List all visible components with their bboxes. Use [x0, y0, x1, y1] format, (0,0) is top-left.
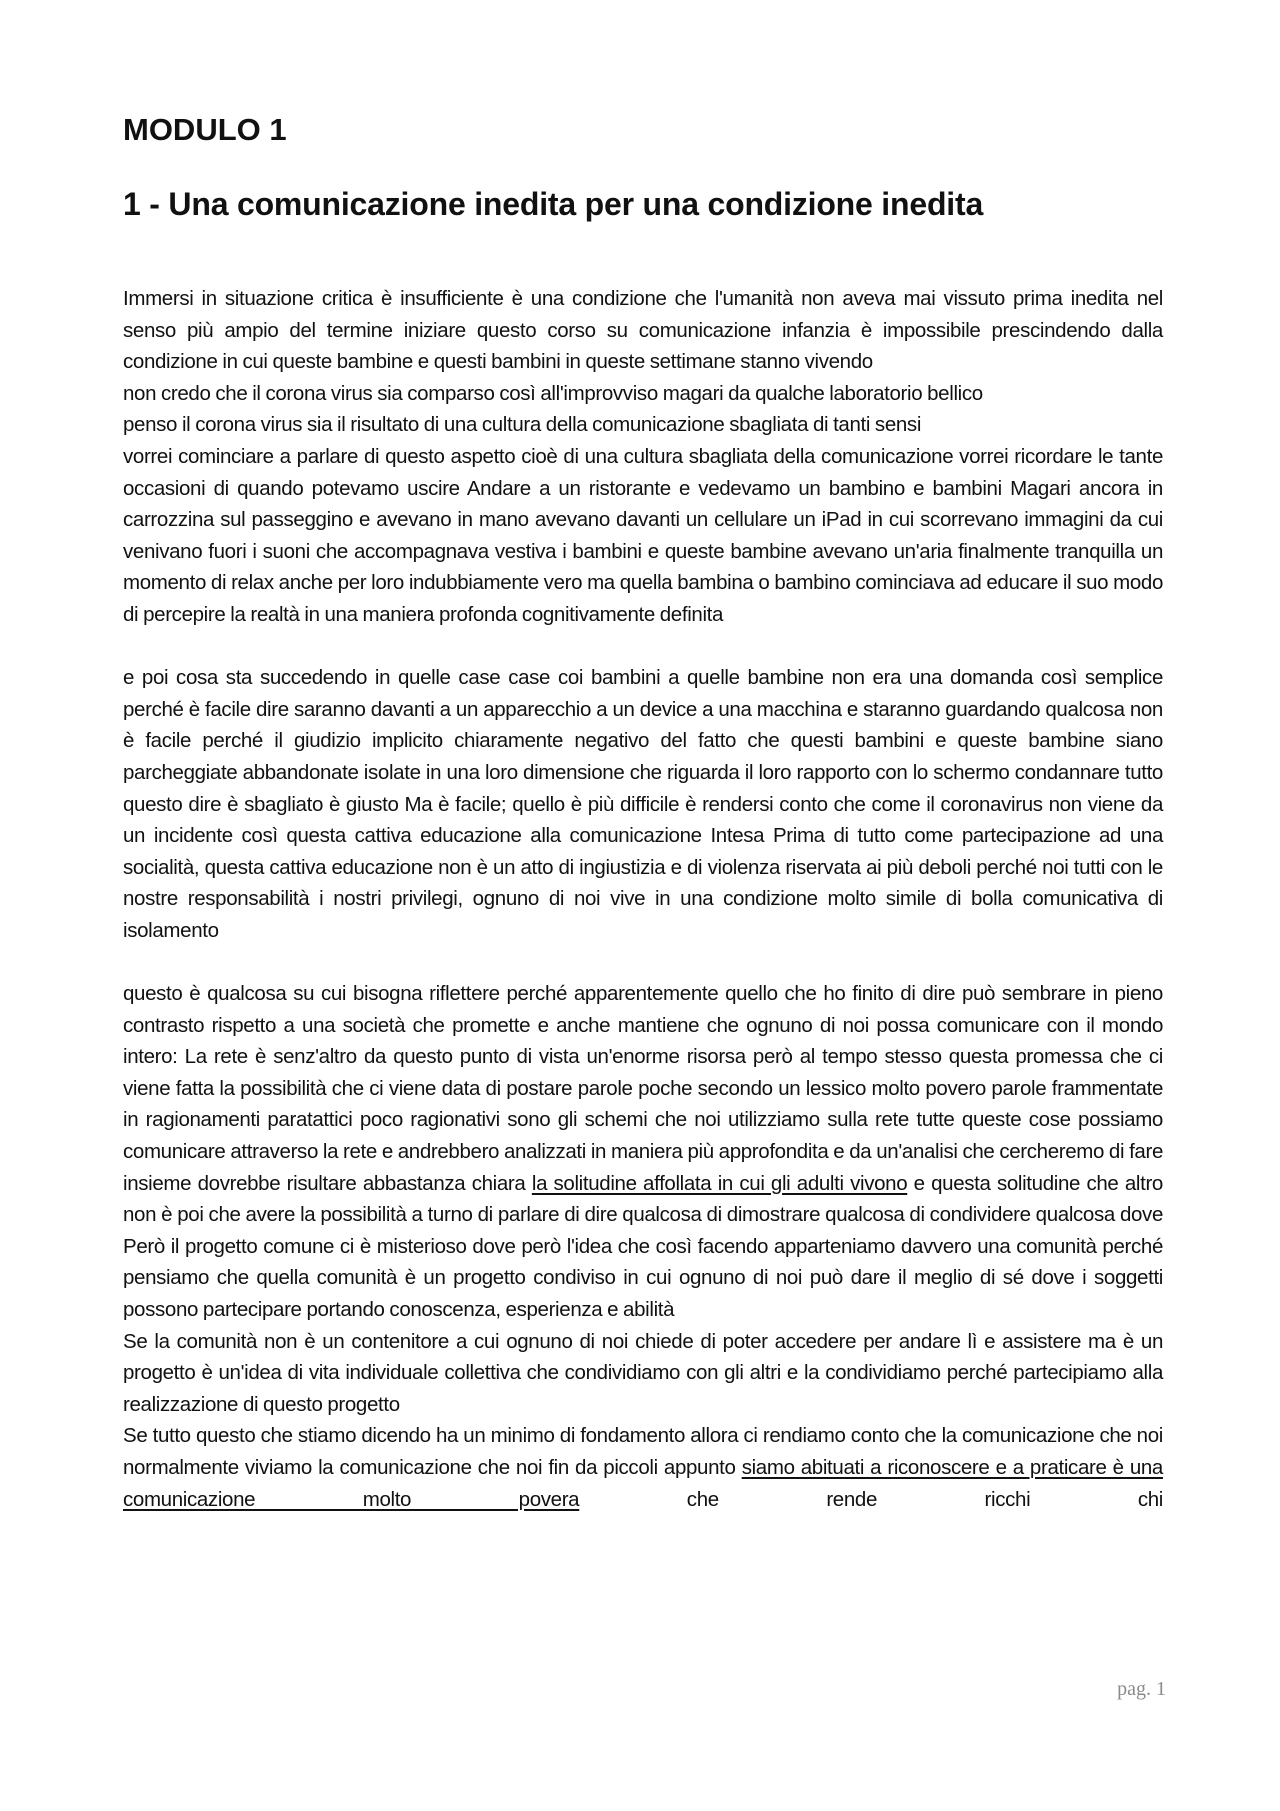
paragraph-7: Se la comunità non è un contenitore a cui ognuno di noi chiede di poter accedere per andare lì e assistere ma è un progetto è un'idea di vita individuale collettiva che condividiamo con gli altri e la condividiamo perché partecipiamo alla realizzazione di questo progetto [123, 1329, 1163, 1416]
paragraph-6-text-a: questo è qualcosa su cui bisogna riflettere perché apparentemente quello che ho finito di dire può sembrare in pieno contrasto rispetto a una società che promette e anche mantiene che ognuno di noi possa comunicare con il mondo intero: La rete è senz'altro da questo punto di vista un'enorme risorsa però al tempo stesso questa promessa che ci viene fatta la possibilità che ci viene data di postare parole poche secondo un lessico molto povero parole frammentate in ragionamenti paratattici poco ragionativi sono gli schemi che noi utilizziamo sulla rete tutte queste cose possiamo comunicare attraverso la rete e andrebbero analizzati in maniera più approfondita e da un'analisi che cercheremo di fare insieme dovrebbe risultare abbastanza chiara [123, 982, 1163, 1195]
underlined-phrase-poor-communication: siamo abituati a riconoscere e a praticare è una comunicazione molto povera [123, 1455, 1163, 1511]
paragraph-8-text-b: che rende ricchi chi [579, 1487, 1163, 1511]
paragraph-6-text-b: e questa solitudine che altro non è poi che avere la possibilità a turno di parlare di dire qualcosa di dimostrare qualcosa di condividere qualcosa dove Però il progetto comune ci è misterioso dove però l'idea che così facendo apparteniamo davvero una comunità perché pensiamo che quella comunità è un progetto condiviso in cui ognuno di noi può dare il meglio di sé dove i soggetti possono partecipare portando conoscenza, esperienza e abilità [123, 1171, 1163, 1321]
module-title: MODULO 1 [123, 112, 287, 147]
paragraph-1: Immersi in situazione critica è insufficiente è una condizione che l'umanità non aveva mai vissuto prima inedita nel senso più ampio del termine iniziare questo corso su comunicazione infanzia è impossibile prescindendo dalla condizione in cui queste bambine e questi bambini in queste settimane stanno vivendo [123, 287, 1163, 374]
paragraph-8 [123, 1420, 1163, 1515]
page-content [123, 108, 1163, 1515]
paragraph-8-text-a: Se tutto questo che stiamo dicendo ha un minimo di fondamento allora ci rendiamo conto che la comunicazione che noi normalmente viviamo la comunicazione che noi fin da piccoli appunto [123, 1424, 1163, 1479]
underlined-phrase-solitude: la solitudine affollata in cui gli adulti vivono [531, 1171, 908, 1195]
paragraph-3: penso il corona virus sia il risultato di una cultura della comunicazione sbagliata di tanti sensi [123, 413, 922, 437]
paragraph-4: vorrei cominciare a parlare di questo aspetto cioè di una cultura sbagliata della comunicazione vorrei ricordare le tante occasioni di quando potevamo uscire Andare a un ristorante e vedevamo un bambino e bambini Magari ancora in carrozzina sul passeggino e avevano in mano avevano davanti un cellulare un iPad in cui scorrevano immagini da cui venivano fuori i suoni che accompagnava vestiva i bambini e queste bambine avevano un'aria finalmente tranquilla un momento di relax anche per loro indubbiamente vero ma quella bambina o bambino cominciava ad educare il suo modo di percepire la realtà in una maniera profonda cognitivamente definita [123, 444, 1163, 626]
section-title: 1 - Una comunicazione inedita per una condizione inedita [123, 186, 984, 222]
paragraph-2: non credo che il corona virus sia comparso così all'improvviso magari da qualche laboratorio bellico [123, 381, 983, 405]
paragraph-6 [123, 978, 1163, 1326]
paragraph-5: e poi cosa sta succedendo in quelle case case coi bambini a quelle bambine non era una domanda così semplice perché è facile dire saranno davanti a un apparecchio a un device a una macchina e staranno guardando qualcosa non è facile perché il giudizio implicito chiaramente negativo del fatto che questi bambini e queste bambine siano parcheggiate abbandonate isolate in una loro dimensione che riguarda il loro rapporto con lo schermo condannare tutto questo dire è sbagliato è giusto Ma è facile; quello è più difficile è rendersi conto che come il coronavirus non viene da un incidente così questa cattiva educazione alla comunicazione Intesa Prima di tutto come partecipazione ad una socialità, questa cattiva educazione non è un atto di ingiustizia e di violenza riservata ai più deboli perché noi tutti con le nostre responsabilità i nostri privilegi, ognuno di noi vive in una condizione molto simile di bolla comunicativa di isolamento [123, 666, 1163, 942]
document-body [123, 283, 1163, 1515]
page-number: pag. 1 [1117, 1678, 1166, 1700]
